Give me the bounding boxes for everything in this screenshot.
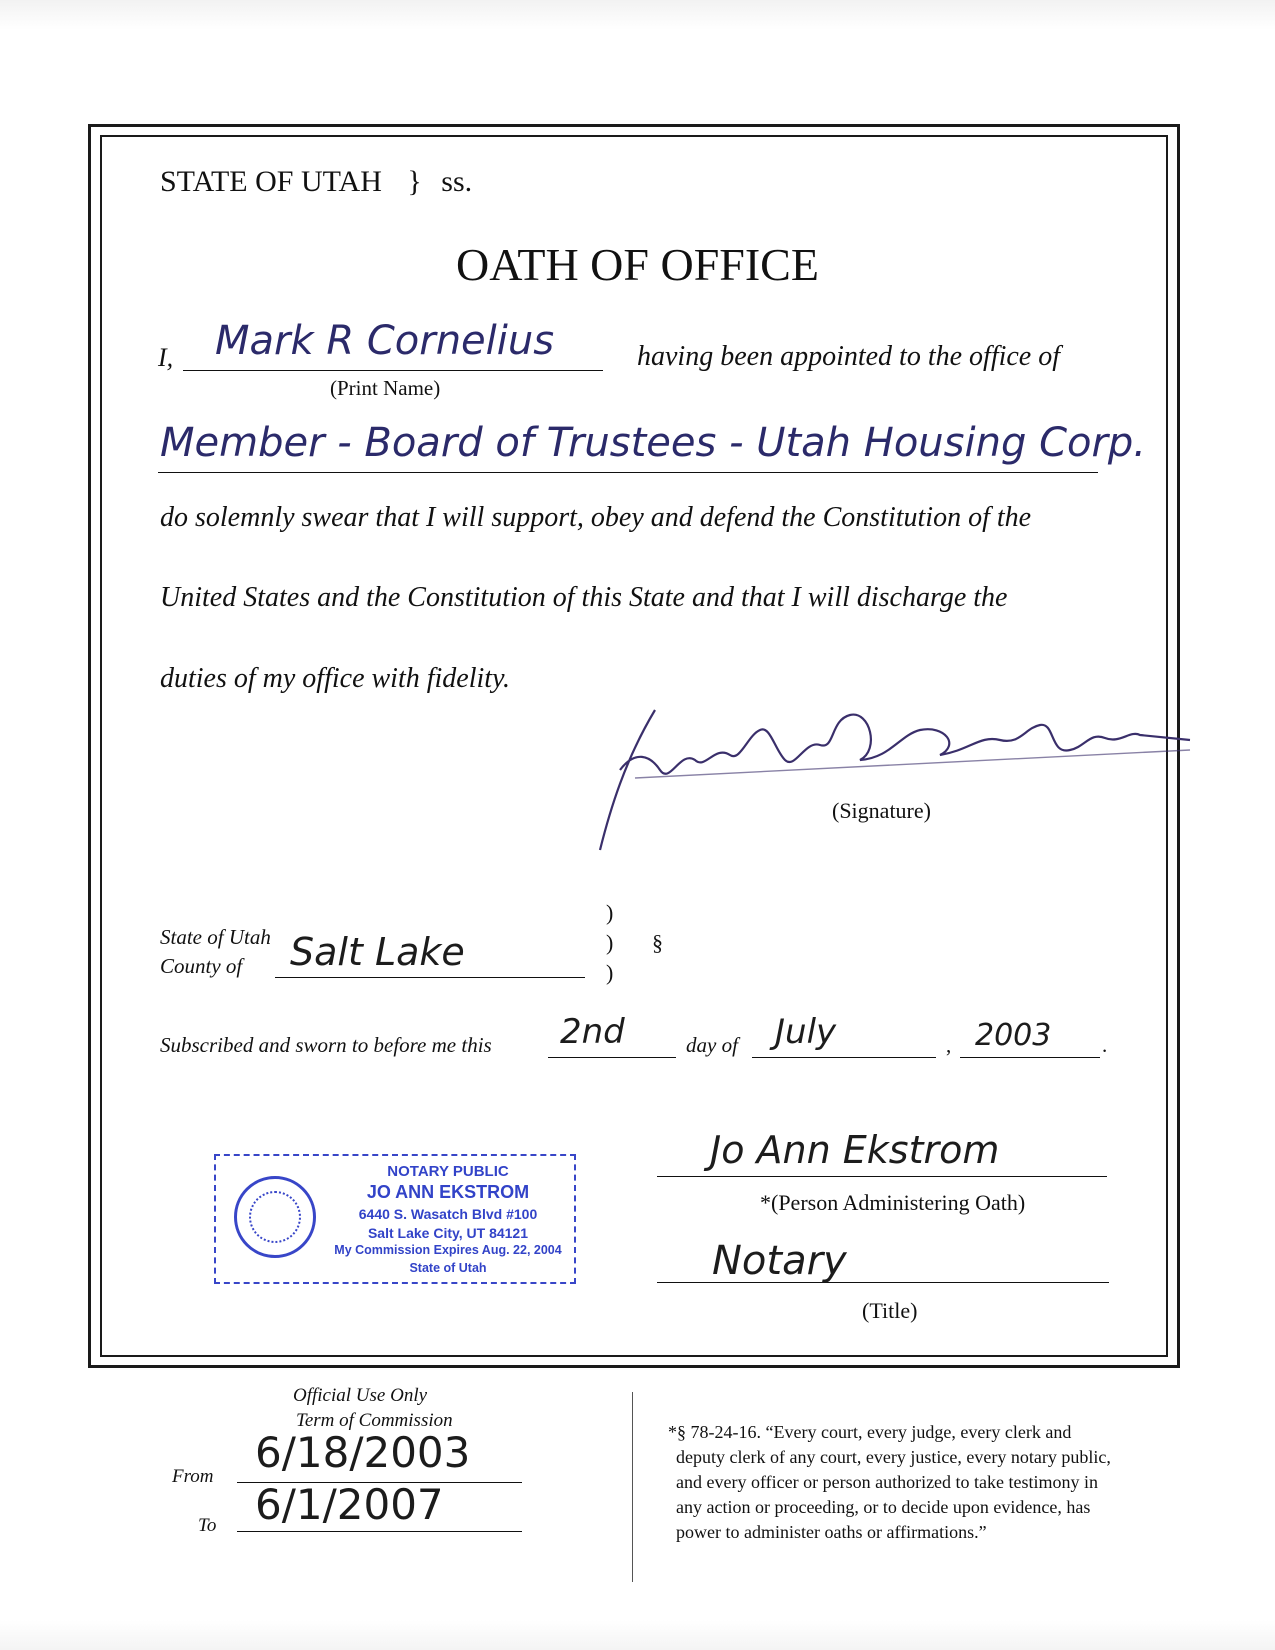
statute-line-2: deputy clerk of any court, every justice, every notary public, (676, 1447, 1111, 1467)
name-value: Mark R Cornelius (215, 318, 555, 364)
name-line (183, 370, 603, 371)
oath-line-3: duties of my office with fidelity. (160, 663, 510, 694)
title-label: (Title) (862, 1298, 918, 1323)
administering-signature: Jo Ann Ekstrom (710, 1128, 1000, 1172)
office-value: Member - Board of Trustees - Utah Housing Corp. (160, 420, 1147, 466)
state-header (160, 165, 472, 199)
day-line (548, 1057, 676, 1058)
page-title: OATH OF OFFICE (456, 239, 819, 290)
paren-1: ) (606, 900, 614, 925)
appointed-text: having been appointed to the office of (637, 341, 1061, 372)
county-of-label: County of (160, 954, 243, 978)
period: . (1102, 1033, 1108, 1057)
statute-line-3: and every officer or person authorized to take testimony in (676, 1472, 1099, 1492)
year-value: 2003 (975, 1018, 1052, 1053)
stamp-line-1: NOTARY PUBLIC (387, 1163, 509, 1180)
print-name-label: (Print Name) (330, 376, 441, 400)
month-value: July (775, 1012, 837, 1052)
county-line (275, 977, 585, 978)
stamp-line-4: Salt Lake City, UT 84121 (367, 1225, 529, 1241)
oath-line-2: United States and the Constitution of this State and that I will discharge the (160, 582, 1008, 613)
office-line (158, 472, 1098, 473)
administering-line (657, 1176, 1107, 1177)
title-value: Notary (712, 1238, 847, 1284)
comma: , (946, 1033, 952, 1057)
state-label: STATE OF UTAH (160, 165, 382, 198)
from-value: 6/18/2003 (255, 1428, 471, 1477)
stamp-line-5: My Commission Expires Aug. 22, 2004 (334, 1243, 562, 1257)
notary-stamp (214, 1154, 576, 1284)
sworn-prefix: Subscribed and sworn to before me this (160, 1033, 492, 1057)
official-use-heading: Official Use Only (293, 1385, 428, 1406)
stamp-line-3: 6440 S. Wasatch Blvd #100 (358, 1206, 538, 1222)
oath-line-1: do solemnly swear that I will support, obey and defend the Constitution of the (160, 502, 1032, 533)
section-symbol: § (652, 930, 663, 955)
day-of-label: day of (686, 1033, 738, 1057)
signature-label: (Signature) (832, 798, 931, 823)
term-of-commission-heading: Term of Commission (296, 1410, 453, 1431)
statute-line-5: power to administer oaths or affirmations.” (676, 1522, 987, 1542)
footer-divider (632, 1392, 633, 1582)
statute-line-1: *§ 78-24-16. “Every court, every judge, every clerk and (668, 1422, 1072, 1442)
day-value: 2nd (560, 1012, 625, 1052)
paren-2: ) (606, 930, 614, 955)
brace: } (407, 165, 422, 198)
state-of-utah-label: State of Utah (160, 925, 271, 949)
stamp-line-6: State of Utah (409, 1261, 487, 1275)
to-label: To (198, 1515, 217, 1536)
i-prefix: I, (158, 343, 174, 372)
month-line (752, 1057, 936, 1058)
year-line (960, 1057, 1100, 1058)
from-label: From (172, 1466, 214, 1487)
state-seal-icon (234, 1176, 316, 1258)
county-value: Salt Lake (290, 930, 465, 974)
administering-label: *(Person Administering Oath) (760, 1190, 1026, 1215)
to-line (237, 1531, 522, 1532)
to-value: 6/1/2007 (255, 1480, 444, 1529)
signature-drawing (580, 690, 1200, 860)
statute-line-4: any action or proceeding, or to decide upon evidence, has (676, 1497, 1091, 1517)
stamp-line-2: JO ANN EKSTROM (366, 1182, 530, 1202)
ss-label: ss. (441, 165, 473, 198)
paren-3: ) (606, 960, 614, 985)
